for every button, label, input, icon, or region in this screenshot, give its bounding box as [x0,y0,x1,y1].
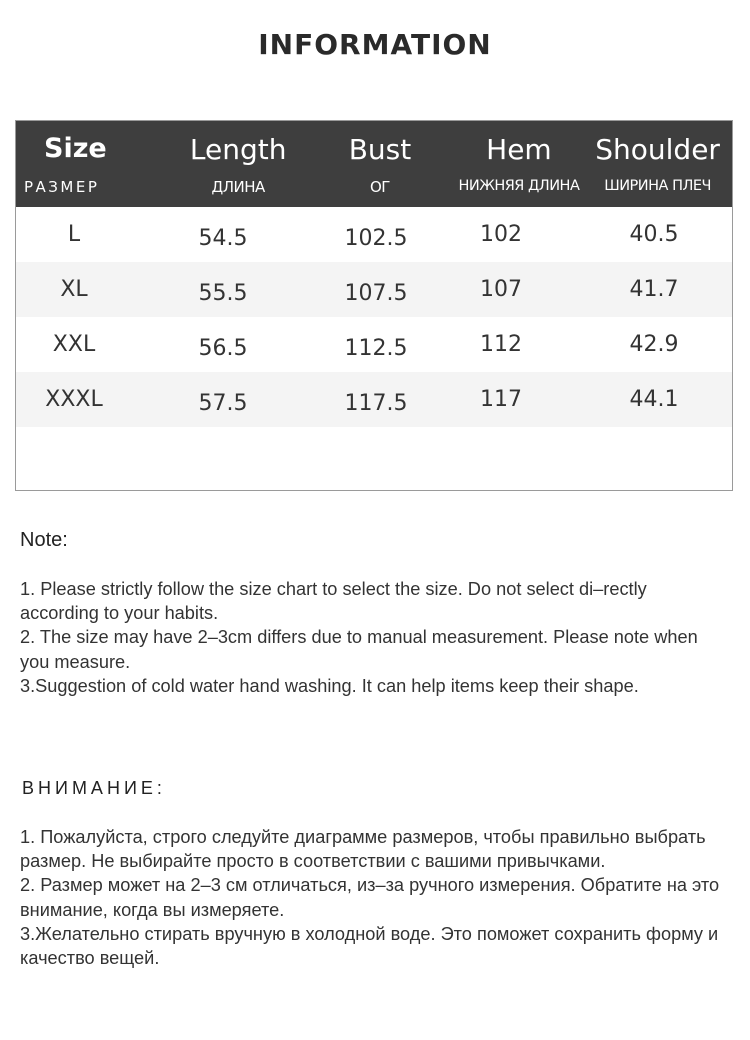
note-item: 3.Suggestion of cold water hand washing. It can help items keep their shape. [20,675,639,696]
header-size [16,121,131,207]
page-title: INFORMATION [258,28,492,61]
cell-bust: 102.5 [344,226,408,251]
russian-note-item: 2. Размер может на 2–3 см отличаться, из–за ручного измерения. Обратите на это внимание, когда вы измеряете. [20,875,720,920]
header-shoulder-ru: ШИРИНА ПЛЕЧ [604,178,711,194]
cell-length: 54.5 [198,226,248,251]
russian-note-item: 3.Желательно стирать вручную в холодной воде. Это поможет сохранить форму и качество вещей. [20,923,719,969]
cell-shoulder: 44.1 [629,387,679,412]
note-item: 1. Please strictly follow the size chart to select the size. Do not select di–rectly according to your habits. [20,579,647,624]
header-bust-en: Bust [348,133,412,166]
header-bust-ru: ОГ [369,178,390,196]
header-length-en: Length [189,133,287,166]
table-header [16,121,732,207]
cell-length: 57.5 [198,391,248,416]
russian-note-heading: ВНИМАНИЕ: [22,778,166,798]
cell-shoulder: 42.9 [629,332,679,357]
header-hem-en: Hem [486,133,552,166]
header-shoulder [583,121,732,207]
cell-bust: 112.5 [344,336,408,361]
table-row [16,317,732,372]
note-body [20,577,720,698]
cell-size: L [67,222,81,247]
russian-note-item: 1. Пожалуйста, строго следуйте диаграмме размеров, чтобы правильно выбрать размер. Не выбирайте просто в соответствии с вашими привычками. [20,827,706,872]
cell-hem: 112 [480,332,522,357]
table-row [16,207,732,262]
note-heading: Note: [20,529,68,551]
cell-bust: 117.5 [344,391,408,416]
header-bust [315,121,412,207]
cell-shoulder: 41.7 [629,277,679,302]
table-row [16,372,732,427]
cell-hem: 102 [480,222,522,247]
cell-size: XL [60,277,88,302]
cell-size: XXXL [45,387,103,412]
header-hem [430,121,609,207]
cell-length: 55.5 [198,281,248,306]
size-table [15,120,733,491]
header-length-ru: ДЛИНА [211,178,265,196]
header-shoulder-en: Shoulder [595,133,720,166]
note-item: 2. The size may have 2–3cm differs due to manual measurement. Please note when you measure. [20,627,698,672]
cell-hem: 117 [480,387,522,412]
table-row [16,262,732,317]
russian-note-body [20,825,725,970]
cell-shoulder: 40.5 [629,222,679,247]
header-size-en: Size [44,133,107,164]
cell-hem: 107 [480,277,522,302]
cell-bust: 107.5 [344,281,408,306]
header-hem-ru: НИЖНЯЯ ДЛИНА [458,178,580,194]
cell-size: XXL [52,332,96,357]
cell-length: 56.5 [198,336,248,361]
header-size-ru: РАЗМЕР [24,178,100,196]
